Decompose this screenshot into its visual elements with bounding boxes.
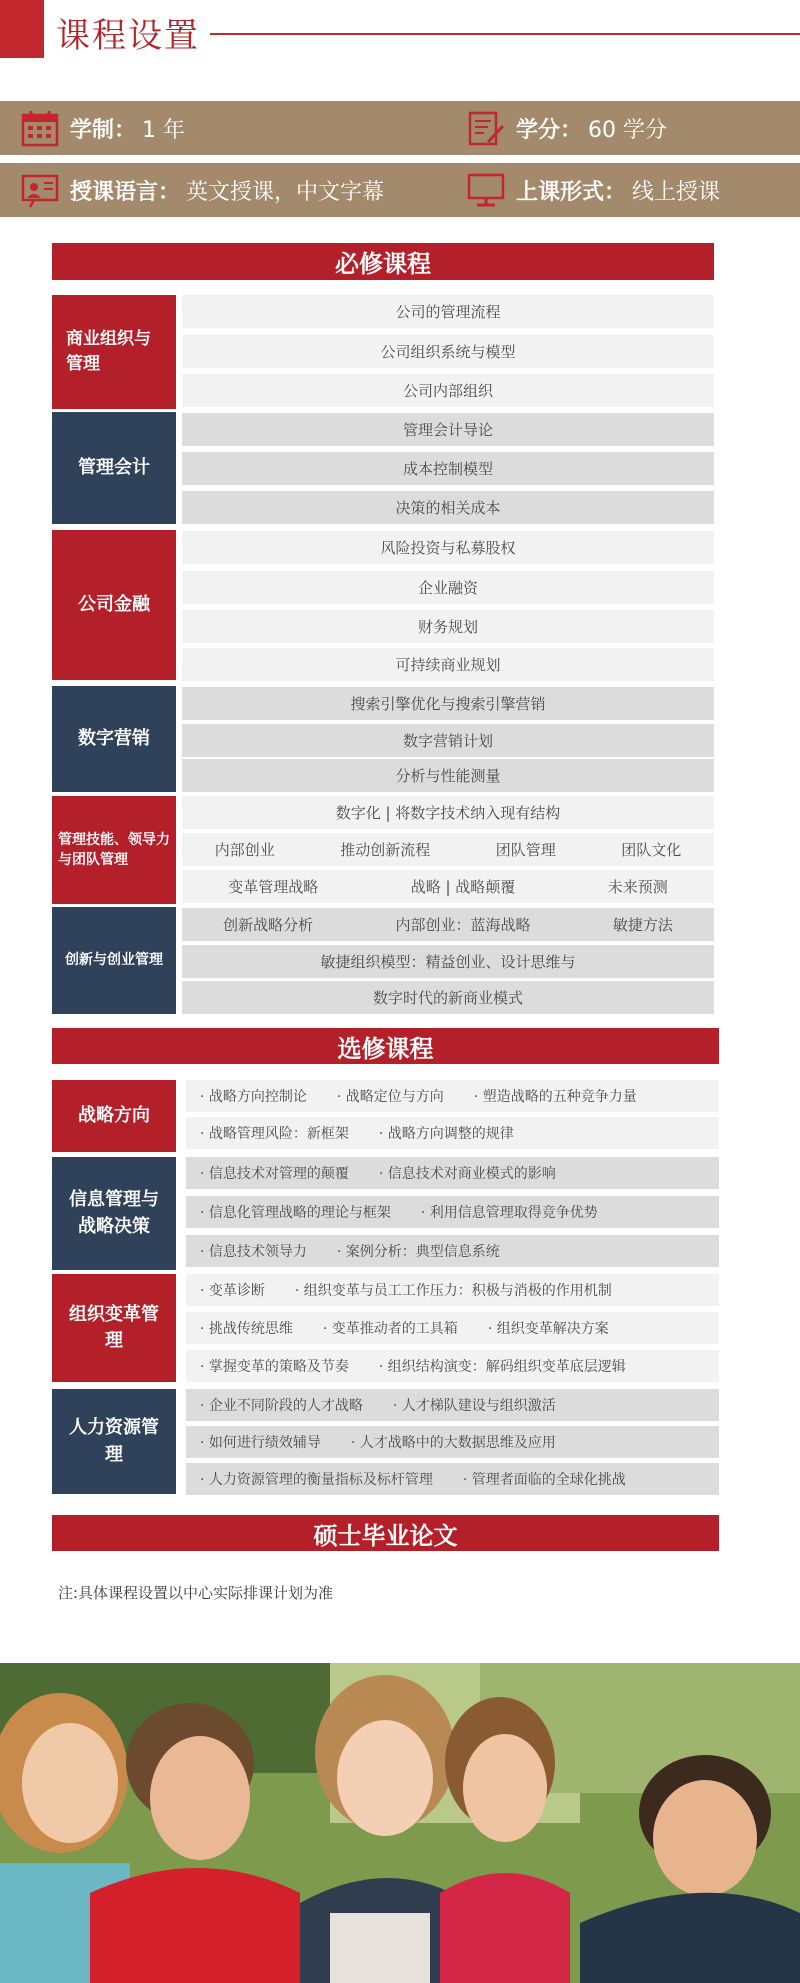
course-name: · 案例分析：典型信息系统 — [336, 1244, 500, 1260]
course-row — [182, 295, 714, 328]
course-name: 变革管理战略 — [228, 878, 319, 896]
course-name: · 信息化管理战略的理论与框架 — [200, 1205, 391, 1221]
info-xuezhi-label: 学制： — [70, 117, 137, 143]
course-row — [182, 833, 714, 866]
language-icon — [20, 170, 60, 210]
course-name: 未来预测 — [607, 878, 668, 896]
course-row — [182, 648, 714, 681]
course-row — [186, 1426, 719, 1458]
course-name: · 战略方向调整的规律 — [378, 1126, 514, 1142]
students-illustration — [0, 1663, 800, 1983]
course-name: · 组织结构演变：解码组织变革底层逻辑 — [378, 1359, 626, 1375]
course-name: · 人才战略中的大数据思维及应用 — [350, 1435, 556, 1451]
required-category-leadership: 管理技能、领导力与团队管理 — [52, 796, 176, 904]
course-name: 数字化 | 将数字技术纳入现有结构 — [335, 804, 561, 822]
course-name: 公司内部组织 — [402, 382, 493, 400]
course-name: 数字时代的新商业模式 — [372, 989, 523, 1007]
course-name: · 战略管理风险：新框架 — [200, 1126, 349, 1142]
course-name: · 掌握变革的策略及节奏 — [200, 1359, 349, 1375]
course-name: · 战略定位与方向 — [336, 1089, 444, 1105]
info-xuefen-value: 60 学分 — [588, 117, 668, 143]
course-name: · 战略方向控制论 — [200, 1089, 307, 1105]
course-name: · 信息技术对管理的颠覆 — [200, 1166, 349, 1182]
course-name: 敏捷组织模型：精益创业、设计思维与 — [320, 953, 576, 971]
course-row — [182, 724, 714, 757]
title-accent-block — [0, 0, 44, 58]
elective-category-information: 信息管理与战略决策 — [52, 1157, 176, 1270]
course-row — [182, 945, 714, 978]
course-name: · 组织变革解决方案 — [487, 1321, 609, 1337]
course-name: 搜索引擎优化与搜索引擎营销 — [350, 695, 546, 713]
course-row — [186, 1196, 719, 1228]
info-xuefen — [466, 101, 667, 155]
course-name: · 变革推动者的工具箱 — [322, 1321, 458, 1337]
course-name: 成本控制模型 — [402, 460, 493, 478]
course-row — [182, 413, 714, 446]
course-name: · 利用信息管理取得竞争优势 — [420, 1205, 598, 1221]
info-language-value: 英文授课，中文字幕 — [186, 179, 385, 205]
course-name: 风险投资与私募股权 — [380, 539, 516, 557]
course-name: · 人力资源管理的衡量指标及标杆管理 — [200, 1472, 433, 1488]
course-row — [182, 759, 714, 792]
elective-category-change: 组织变革管理 — [52, 1274, 176, 1382]
course-row — [186, 1235, 719, 1267]
course-name: 管理会计导论 — [402, 421, 493, 439]
thesis-section-header: 硕士毕业论文 — [52, 1515, 719, 1551]
required-section-header: 必修课程 — [52, 243, 714, 280]
course-name: · 管理者面临的全球化挑战 — [462, 1472, 626, 1488]
course-name: · 挑战传统思维 — [200, 1321, 293, 1337]
course-row — [186, 1350, 719, 1382]
course-row — [182, 908, 714, 941]
course-row — [182, 687, 714, 720]
course-name: 财务规划 — [417, 618, 478, 636]
required-category-accounting: 管理会计 — [52, 412, 176, 524]
monitor-icon — [466, 170, 506, 210]
footnote: 注:具体课程设置以中心实际排课计划为准 — [58, 1584, 334, 1602]
page-title-row — [0, 0, 800, 60]
required-category-business: 商业组织与管理 — [52, 295, 176, 409]
course-name: 团队管理 — [495, 841, 556, 859]
elective-section-header: 选修课程 — [52, 1028, 719, 1064]
info-format-label: 上课形式： — [516, 179, 627, 205]
credit-icon — [466, 108, 506, 148]
info-bar-program — [0, 101, 800, 155]
course-name: · 人才梯队建设与组织激活 — [392, 1398, 556, 1414]
course-name: 内部创业 — [214, 841, 275, 859]
calendar-icon — [20, 108, 60, 148]
course-name: 数字营销计划 — [402, 732, 493, 750]
elective-category-hr: 人力资源管理 — [52, 1389, 176, 1494]
course-row — [186, 1080, 719, 1112]
info-bar-teaching — [0, 163, 800, 217]
course-name: 内部创业：蓝海战略 — [395, 916, 531, 934]
info-format-value: 线上授课 — [632, 179, 721, 205]
required-category-innovation: 创新与创业管理 — [52, 907, 176, 1014]
course-row — [182, 491, 714, 524]
course-name: · 企业不同阶段的人才战略 — [200, 1398, 363, 1414]
course-name: 分析与性能测量 — [395, 767, 501, 785]
course-row — [182, 335, 714, 368]
course-row — [186, 1117, 719, 1149]
course-name: 创新战略分析 — [223, 916, 314, 934]
course-name: 敏捷方法 — [612, 916, 673, 934]
info-format — [466, 163, 720, 217]
page-title: 课程设置 — [56, 16, 200, 56]
course-name: 企业融资 — [417, 579, 478, 597]
course-row — [186, 1389, 719, 1421]
info-language — [20, 163, 384, 217]
course-name: · 如何进行绩效辅导 — [200, 1435, 321, 1451]
course-name: 决策的相关成本 — [395, 499, 501, 517]
required-category-marketing: 数字营销 — [52, 686, 176, 792]
course-row — [182, 610, 714, 643]
course-name: 战略 | 战略颠覆 — [410, 878, 516, 896]
course-name: · 信息技术领导力 — [200, 1244, 307, 1260]
course-name: 推动创新流程 — [340, 841, 431, 859]
title-divider — [210, 33, 800, 35]
course-row — [186, 1312, 719, 1344]
required-category-finance: 公司金融 — [52, 530, 176, 680]
course-row — [186, 1274, 719, 1306]
course-row — [182, 571, 714, 604]
course-row — [186, 1157, 719, 1189]
info-xuefen-label: 学分： — [516, 117, 583, 143]
info-language-label: 授课语言： — [70, 179, 181, 205]
course-name: 团队文化 — [621, 841, 682, 859]
course-name: 公司的管理流程 — [395, 303, 501, 321]
course-name: · 塑造战略的五种竞争力量 — [473, 1089, 637, 1105]
students-photo — [0, 1663, 800, 1983]
course-row — [182, 870, 714, 903]
course-name: · 信息技术对商业模式的影响 — [378, 1166, 556, 1182]
course-row — [186, 1463, 719, 1495]
course-name: · 组织变革与员工工作压力：积极与消极的作用机制 — [294, 1283, 612, 1299]
info-xuezhi-value: 1 年 — [142, 117, 186, 143]
info-xuezhi — [20, 101, 185, 155]
course-row — [182, 452, 714, 485]
course-row — [182, 531, 714, 564]
course-name: 可持续商业规划 — [395, 656, 501, 674]
course-row — [182, 796, 714, 829]
course-row — [182, 374, 714, 407]
elective-category-strategy: 战略方向 — [52, 1080, 176, 1152]
course-row — [182, 981, 714, 1014]
course-name: 公司组织系统与模型 — [380, 343, 516, 361]
course-name: · 变革诊断 — [200, 1283, 265, 1299]
